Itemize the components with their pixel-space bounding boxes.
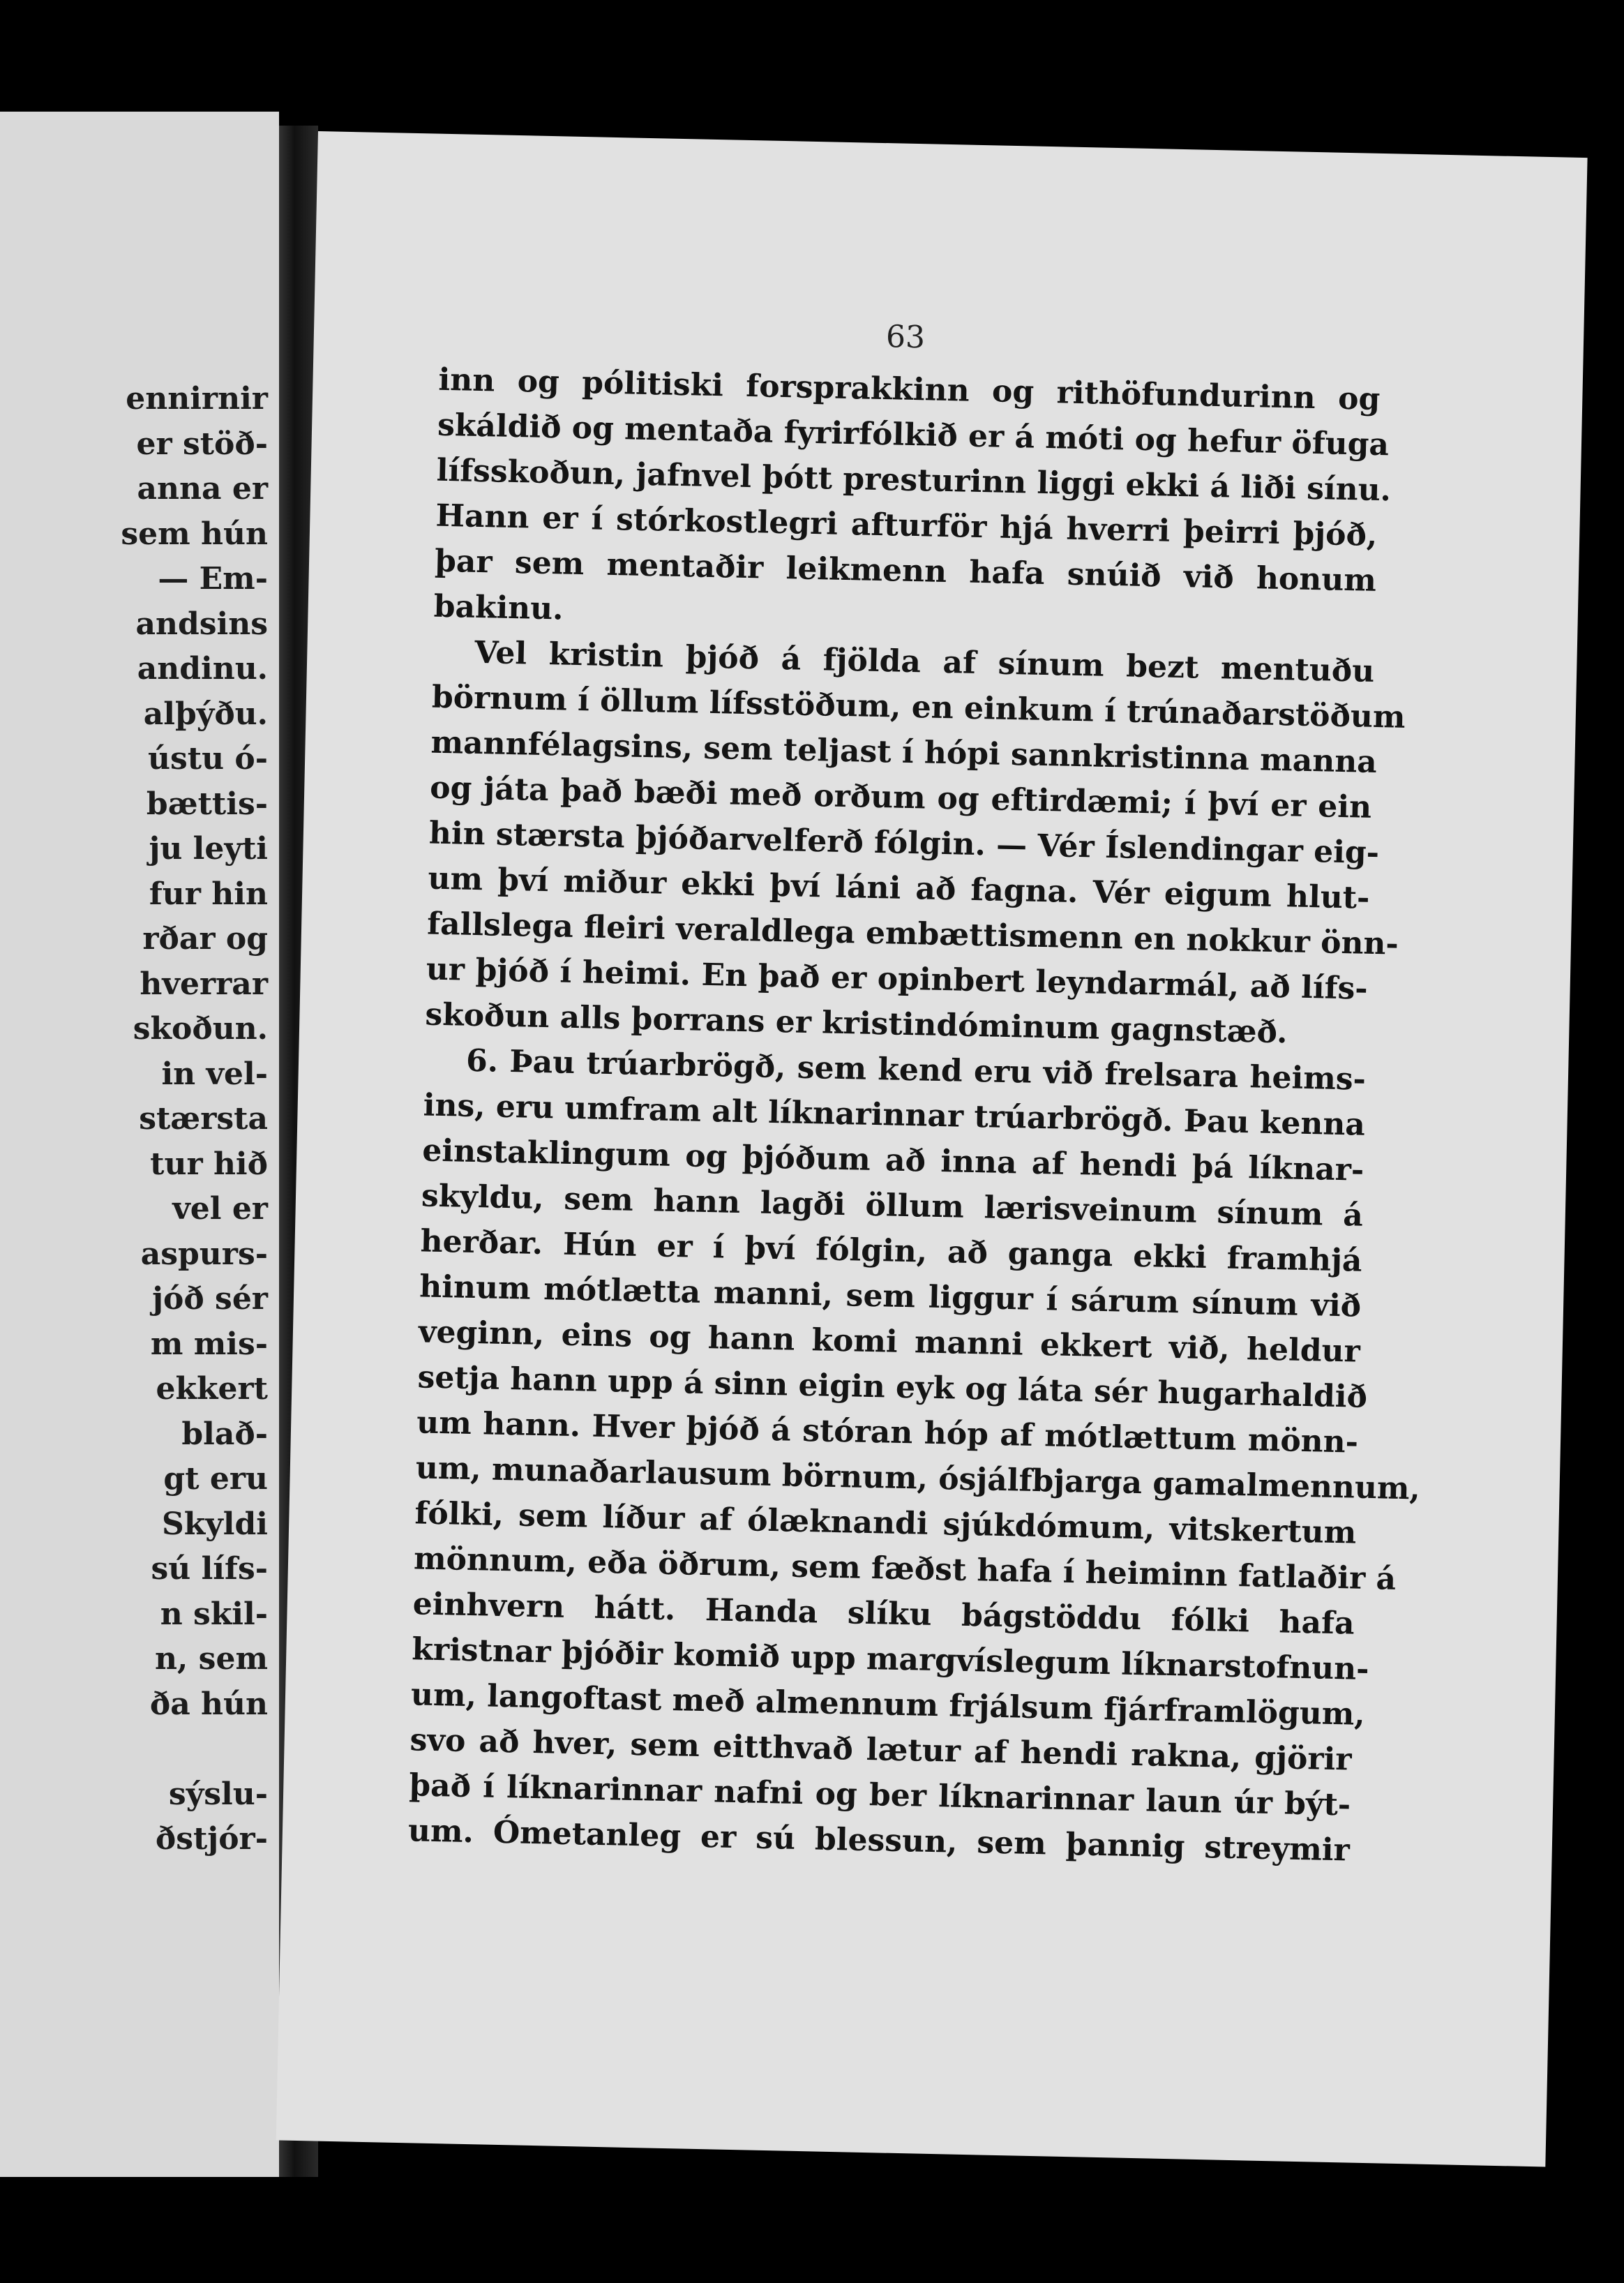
left-page-line: sýslu- bbox=[168, 1776, 268, 1812]
text-line: skoðun alls þorrans er kristindóminum gagnstæð. bbox=[424, 996, 1288, 1051]
left-page-line: rðar og bbox=[142, 921, 268, 957]
text-line: bakinu. bbox=[433, 588, 564, 627]
left-page-line: — Em- bbox=[158, 561, 268, 597]
text-line: svo að hver, sem eitthvað lætur af hendi rakna, gjörir bbox=[409, 1722, 1352, 1778]
right-page bbox=[276, 131, 1588, 2166]
left-page-text bbox=[121, 377, 268, 1862]
left-page-line: blað- bbox=[181, 1416, 268, 1452]
left-page-line: sem hún bbox=[121, 516, 268, 552]
text-line: þar sem mentaðir leikmenn hafa snúið við honum bbox=[434, 543, 1377, 599]
text-line: börnum í öllum lífsstöðum, en einkum í trúnaðarstöðum bbox=[431, 679, 1406, 735]
left-page-line: ústu ó- bbox=[147, 741, 268, 777]
left-page-line: ða hún bbox=[149, 1686, 268, 1722]
left-page-line: ju leyti bbox=[149, 831, 268, 867]
left-page-line: ennirnir bbox=[126, 381, 268, 417]
text-line: fólki, sem líður af ólæknandi sjúkdómum, vitskertum bbox=[414, 1495, 1357, 1551]
text-line: Hann er í stórkostlegri afturför hjá hverri þeirri þjóð, bbox=[435, 497, 1378, 553]
text-line: mönnum, eða öðrum, sem fæðst hafa í heiminn fatlaðir á bbox=[413, 1541, 1397, 1597]
left-page-line: m mis- bbox=[150, 1326, 268, 1362]
left-page-line: vel er bbox=[172, 1191, 268, 1227]
text-line: um hann. Hver þjóð á stóran hóp af mótlættum mönn- bbox=[416, 1405, 1359, 1460]
left-page-line: Skyldi bbox=[161, 1506, 268, 1542]
text-line: það í líknarinnar nafni og ber líknarinnar laun úr být- bbox=[408, 1767, 1351, 1823]
page-number: 63 bbox=[885, 319, 926, 356]
left-page-line: fur hin bbox=[149, 876, 268, 912]
left-page-line: n, sem bbox=[155, 1641, 268, 1677]
text-line: mannfélagsins, sem teljast í hópi sannkristinna manna bbox=[430, 724, 1378, 780]
text-line: veginn, eins og hann komi manni ekkert við, heldur bbox=[418, 1314, 1361, 1370]
text-line: einstaklingum og þjóðum að inna af hendi þá líknar- bbox=[421, 1132, 1364, 1188]
left-page-line: n skil- bbox=[160, 1596, 268, 1632]
left-page-line: bættis- bbox=[146, 786, 268, 822]
left-page-line: er stöð- bbox=[136, 426, 268, 462]
text-line: um. Ómetanleg er sú blessun, sem þannig streymir bbox=[407, 1813, 1351, 1869]
text-line: 6. Þau trúarbrögð, sem kend eru við frelsara heims- bbox=[465, 1042, 1367, 1098]
text-line: lífsskoðun, jafnvel þótt presturinn liggi ekki á liði sínu. bbox=[436, 452, 1392, 509]
body-text bbox=[407, 357, 1421, 1873]
left-page-line: hverrar bbox=[140, 966, 268, 1002]
left-page-line: stærsta bbox=[139, 1101, 268, 1137]
left-page-line: jóð sér bbox=[152, 1281, 268, 1317]
text-line: skáldið og mentaða fyrirfólkið er á móti og hefur öfuga bbox=[437, 407, 1390, 463]
left-page-line: ekkert bbox=[156, 1371, 268, 1407]
left-page-line: sú lífs- bbox=[151, 1551, 268, 1587]
text-line: um, langoftast með almennum frjálsum fjárframlögum, bbox=[410, 1677, 1366, 1732]
text-line: skyldu, sem hann lagði öllum lærisveinum sínum á bbox=[421, 1178, 1364, 1234]
text-line: um, munaðarlausum börnum, ósjálfbjarga gamalmennum, bbox=[415, 1450, 1421, 1507]
left-page-line: alþýðu. bbox=[143, 696, 268, 732]
left-page-line bbox=[121, 1727, 268, 1772]
left-page-line: gt eru bbox=[163, 1461, 268, 1497]
text-line: fallslega fleiri veraldlega embættismenn en nokkur önn- bbox=[426, 906, 1399, 962]
text-line: Vel kristin þjóð á fjölda af sínum bezt mentuðu bbox=[474, 634, 1375, 689]
text-line: inn og pólitiski forsprakkinn og rithöfundurinn og bbox=[438, 361, 1381, 417]
text-line: um því miður ekki því láni að fagna. Vér eigum hlut- bbox=[428, 860, 1370, 916]
left-page-line: skoðun. bbox=[133, 1011, 268, 1047]
text-line: einhvern hátt. Handa slíku bágstöddu fólki hafa bbox=[412, 1586, 1355, 1642]
left-page-line: ðstjór- bbox=[155, 1821, 268, 1857]
left-page bbox=[0, 112, 279, 2177]
text-line: kristnar þjóðir komið upp margvíslegum líknarstofnun- bbox=[411, 1631, 1369, 1688]
text-line: setja hann upp á sinn eigin eyk og láta sér hugarhaldið bbox=[417, 1359, 1368, 1415]
text-line: og játa það bæði með orðum og eftirdæmi; í því er ein bbox=[429, 770, 1372, 825]
text-line: herðar. Hún er í því fólgin, að ganga ekki framhjá bbox=[420, 1223, 1362, 1279]
text-line: ur þjóð í heimi. En það er opinbert leyndarmál, að lífs- bbox=[426, 951, 1369, 1007]
left-page-line: in vel- bbox=[161, 1056, 268, 1092]
text-line: hin stærsta þjóðarvelferð fólgin. — Vér Íslendingar eig- bbox=[428, 815, 1380, 871]
left-page-line: anna er bbox=[137, 471, 268, 507]
left-page-line: andinu. bbox=[137, 651, 268, 687]
left-page-line: aspurs- bbox=[140, 1236, 268, 1272]
text-line: ins, eru umfram alt líknarinnar trúarbrögð. Þau kenna bbox=[423, 1087, 1366, 1143]
left-page-line: tur hið bbox=[150, 1146, 268, 1182]
text-line: hinum mótlætta manni, sem liggur í sárum sínum við bbox=[419, 1268, 1362, 1324]
left-page-line: andsins bbox=[135, 606, 268, 642]
